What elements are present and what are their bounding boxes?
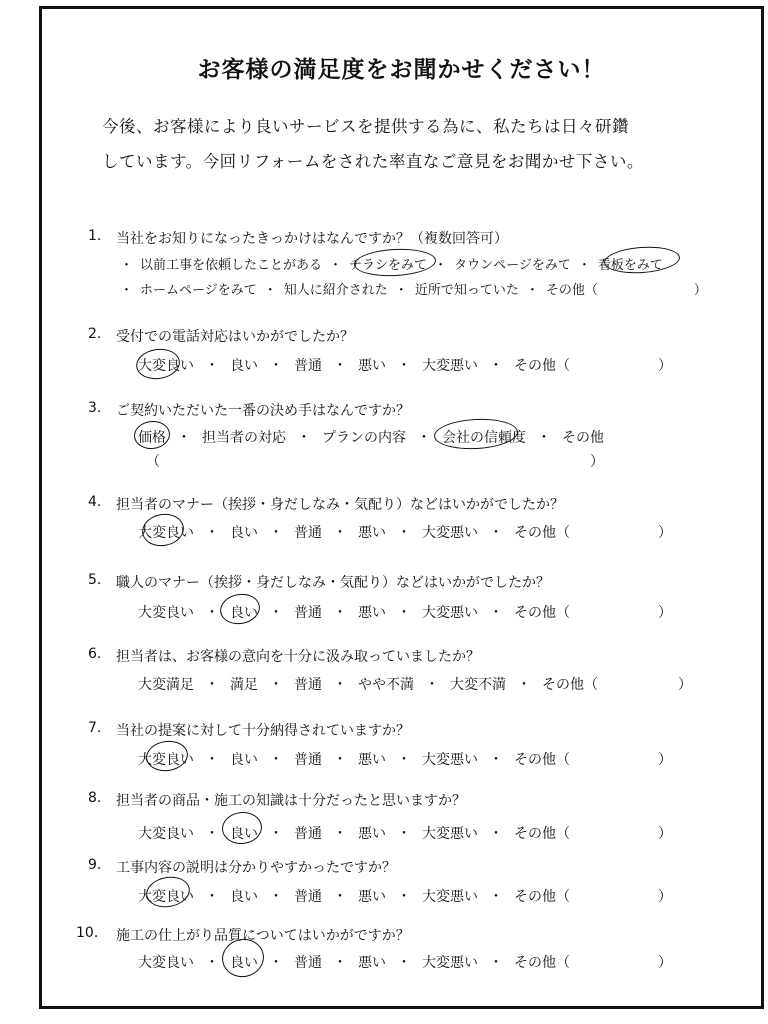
- answer-row-1: [138, 427, 604, 447]
- answer-option-circled[interactable]: 価格: [138, 430, 166, 446]
- bullet: ・: [205, 605, 219, 621]
- answer-option[interactable]: プランの内容: [322, 430, 406, 446]
- question-number: 9.: [88, 857, 102, 873]
- closing-paren: ）: [658, 358, 672, 374]
- bullet: ・: [205, 752, 219, 768]
- other-option[interactable]: その他（: [514, 955, 570, 971]
- answer-option[interactable]: 大変良い: [138, 605, 194, 621]
- answer-option[interactable]: 普通: [294, 525, 322, 541]
- answer-option[interactable]: 近所で知っていた: [414, 283, 519, 298]
- bullet: ・: [397, 955, 411, 971]
- question-number: 2.: [88, 326, 102, 342]
- bullet: ・: [489, 826, 503, 842]
- bullet: ・: [333, 752, 347, 768]
- answer-row: [138, 522, 672, 542]
- question-text: 職人のマナー（挨拶・身だしなみ・気配り）などはいかがでしたか？: [116, 575, 550, 591]
- bullet: ・: [425, 677, 439, 693]
- bullet: ・: [269, 677, 283, 693]
- intro-line-2: しています。今回リフォームをされた率直なご意見をお聞かせ下さい。: [102, 152, 644, 171]
- bullet: ・: [263, 283, 277, 298]
- bullet: ・: [333, 889, 347, 905]
- answer-option[interactable]: 普通: [294, 955, 322, 971]
- bullet: ・: [537, 430, 551, 446]
- question-text: 担当者のマナー（挨拶・身だしなみ・気配り）などはいかがでしたか？: [116, 497, 564, 513]
- answer-option[interactable]: 悪い: [358, 358, 386, 374]
- answer-option[interactable]: 普通: [294, 826, 322, 842]
- answer-option[interactable]: 大変悪い: [422, 826, 478, 842]
- bullet: ・: [333, 605, 347, 621]
- opening-paren: （: [146, 454, 160, 470]
- answer-row: [138, 823, 672, 843]
- bullet: ・: [120, 258, 134, 273]
- answer-option-circled[interactable]: チラシをみて: [349, 258, 428, 273]
- answer-row: [138, 886, 672, 906]
- other-option[interactable]: その他（: [514, 826, 570, 842]
- bullet: ・: [333, 358, 347, 374]
- answer-option[interactable]: 良い: [230, 889, 258, 905]
- answer-row-2: [146, 451, 604, 471]
- bullet: ・: [489, 752, 503, 768]
- bullet: ・: [397, 605, 411, 621]
- bullet: ・: [397, 826, 411, 842]
- closing-paren: ）: [658, 605, 672, 621]
- other-option[interactable]: その他（: [514, 358, 570, 374]
- bullet: ・: [205, 525, 219, 541]
- bullet: ・: [205, 955, 219, 971]
- question-number: 8.: [88, 790, 102, 806]
- question-text: 当社をお知りになったきっかけはなんですか？（複数回答可）: [116, 231, 508, 247]
- answer-option[interactable]: 良い: [230, 358, 258, 374]
- answer-option[interactable]: 大変悪い: [422, 605, 478, 621]
- question-number: 5.: [88, 572, 102, 588]
- question-number: 3.: [88, 400, 102, 416]
- answer-option[interactable]: 普通: [294, 752, 322, 768]
- bullet: ・: [269, 358, 283, 374]
- question-text: 工事内容の説明は分かりやすかったですか？: [116, 860, 396, 876]
- bullet: ・: [394, 283, 408, 298]
- answer-option[interactable]: 知人に紹介された: [283, 283, 388, 298]
- answer-option[interactable]: 悪い: [358, 525, 386, 541]
- answer-option[interactable]: ホームページをみて: [140, 283, 257, 298]
- closing-paren: ）: [658, 752, 672, 768]
- other-option[interactable]: その他: [562, 430, 604, 446]
- answer-option-circled[interactable]: 良い: [230, 605, 258, 621]
- bullet: ・: [417, 430, 431, 446]
- bullet: ・: [489, 889, 503, 905]
- bullet: ・: [269, 889, 283, 905]
- bullet: ・: [205, 889, 219, 905]
- answer-option[interactable]: 悪い: [358, 752, 386, 768]
- answer-row: [138, 749, 672, 769]
- answer-option[interactable]: 大変良い: [138, 955, 194, 971]
- answer-option-circled[interactable]: 会社の信頼度: [442, 430, 526, 446]
- bullet: ・: [333, 826, 347, 842]
- closing-paren: ）: [678, 677, 692, 693]
- bullet: ・: [205, 826, 219, 842]
- other-option[interactable]: その他（: [514, 752, 570, 768]
- answer-option-circled[interactable]: 良い: [230, 826, 258, 842]
- answer-row: [138, 952, 672, 972]
- closing-paren: ）: [658, 826, 672, 842]
- answer-row: [138, 674, 692, 694]
- answer-row: [138, 602, 672, 622]
- answer-option[interactable]: 良い: [230, 525, 258, 541]
- question-text: 担当者は、お客様の意向を十分に汲み取っていましたか？: [116, 649, 480, 665]
- answer-option[interactable]: 悪い: [358, 826, 386, 842]
- answer-option[interactable]: 大変悪い: [422, 752, 478, 768]
- question-text: 当社の提案に対して十分納得されていますか？: [116, 723, 410, 739]
- bullet: ・: [205, 358, 219, 374]
- survey-sheet: [39, 6, 764, 1009]
- answer-option[interactable]: 大変悪い: [422, 955, 478, 971]
- answer-option[interactable]: 悪い: [358, 955, 386, 971]
- bullet: ・: [177, 430, 191, 446]
- question-number: 4.: [88, 494, 102, 510]
- question-text: ご契約いただいた一番の決め手はなんですか？: [116, 403, 410, 419]
- answer-option[interactable]: 普通: [294, 677, 322, 693]
- bullet: ・: [120, 283, 134, 298]
- bullet: ・: [434, 258, 448, 273]
- bullet: ・: [269, 525, 283, 541]
- other-option[interactable]: その他（: [514, 605, 570, 621]
- bullet: ・: [397, 525, 411, 541]
- question-number: 7.: [88, 720, 102, 736]
- bullet: ・: [517, 677, 531, 693]
- answer-option[interactable]: 大変悪い: [422, 525, 478, 541]
- question-text: 施工の仕上がり品質についてはいかがですか？: [116, 928, 410, 944]
- question-text: 担当者の商品・施工の知識は十分だったと思いますか？: [116, 793, 466, 809]
- other-option[interactable]: その他（: [514, 525, 570, 541]
- bullet: ・: [489, 605, 503, 621]
- other-option[interactable]: その他（: [514, 889, 570, 905]
- other-option[interactable]: その他（: [545, 283, 598, 298]
- survey-title: お客様の満足度をお聞かせください！: [197, 57, 606, 83]
- answer-row-1: [120, 254, 663, 273]
- bullet: ・: [205, 677, 219, 693]
- answer-option[interactable]: 大変不満: [450, 677, 506, 693]
- answer-option-circled[interactable]: 大変良い: [138, 752, 194, 768]
- bullet: ・: [525, 283, 539, 298]
- answer-option[interactable]: 普通: [294, 605, 322, 621]
- answer-option[interactable]: 悪い: [358, 605, 386, 621]
- answer-option[interactable]: タウンページをみて: [454, 258, 571, 273]
- answer-option[interactable]: 悪い: [358, 889, 386, 905]
- answer-option[interactable]: 普通: [294, 358, 322, 374]
- bullet: ・: [333, 525, 347, 541]
- bullet: ・: [269, 605, 283, 621]
- bullet: ・: [489, 358, 503, 374]
- closing-paren: ）: [658, 525, 672, 541]
- question-number: 10.: [76, 925, 99, 941]
- answer-option-circled[interactable]: 大変良い: [138, 358, 194, 374]
- answer-option[interactable]: 良い: [230, 752, 258, 768]
- closing-paren: ）: [658, 955, 672, 971]
- bullet: ・: [269, 955, 283, 971]
- intro-line-1: 今後、お客様により良いサービスを提供する為に、私たちは日々研鑽: [102, 117, 629, 136]
- bullet: ・: [333, 677, 347, 693]
- bullet: ・: [333, 955, 347, 971]
- bullet: ・: [269, 752, 283, 768]
- answer-option[interactable]: 普通: [294, 889, 322, 905]
- bullet: ・: [329, 258, 343, 273]
- answer-row-2: [120, 279, 707, 298]
- answer-option[interactable]: 大変満足: [138, 677, 194, 693]
- answer-row: [138, 355, 672, 375]
- question-number: 1.: [88, 228, 102, 244]
- closing-paren: ）: [590, 454, 604, 470]
- answer-option[interactable]: 大変悪い: [422, 889, 478, 905]
- closing-paren: ）: [693, 283, 707, 298]
- other-option[interactable]: その他（: [542, 677, 598, 693]
- bullet: ・: [397, 889, 411, 905]
- answer-option[interactable]: 担当者の対応: [202, 430, 286, 446]
- answer-option-circled[interactable]: 大変良い: [138, 525, 194, 541]
- closing-paren: ）: [658, 889, 672, 905]
- bullet: ・: [297, 430, 311, 446]
- answer-option[interactable]: 以前工事を依頼したことがある: [140, 258, 323, 273]
- bullet: ・: [269, 826, 283, 842]
- bullet: ・: [397, 752, 411, 768]
- question-number: 6.: [88, 646, 102, 662]
- answer-option-circled[interactable]: 看板をみて: [597, 258, 663, 273]
- bullet: ・: [489, 955, 503, 971]
- bullet: ・: [397, 358, 411, 374]
- answer-option-circled[interactable]: 大変良い: [138, 889, 194, 905]
- answer-option[interactable]: 大変良い: [138, 826, 194, 842]
- question-text: 受付での電話対応はいかがでしたか？: [116, 329, 354, 345]
- answer-option-circled[interactable]: 良い: [230, 955, 258, 971]
- answer-option[interactable]: やや不満: [358, 677, 414, 693]
- answer-option[interactable]: 大変悪い: [422, 358, 478, 374]
- bullet: ・: [489, 525, 503, 541]
- bullet: ・: [577, 258, 591, 273]
- answer-option[interactable]: 満足: [230, 677, 258, 693]
